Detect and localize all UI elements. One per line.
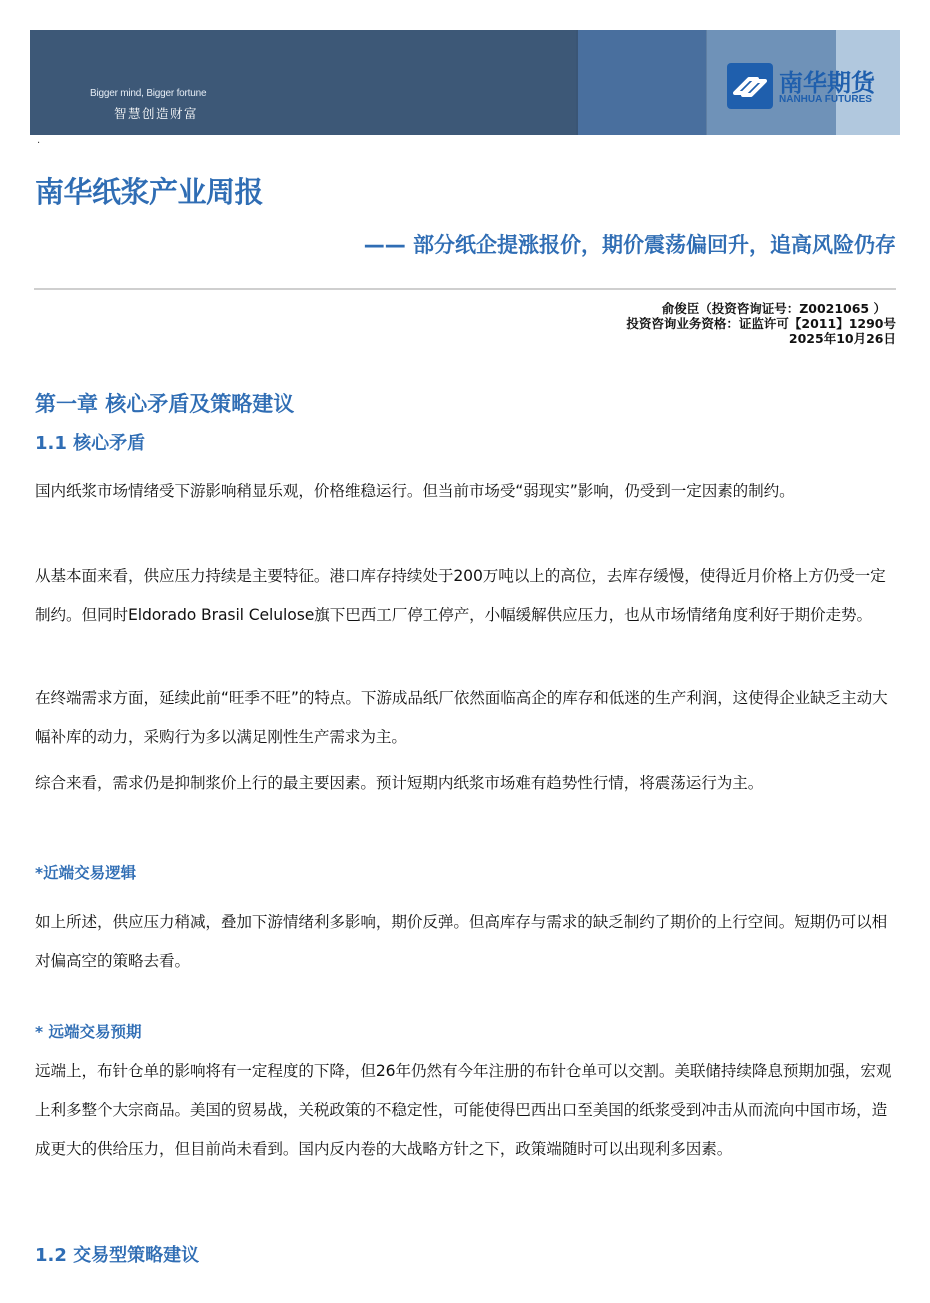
logo-english-name: NANHUA FUTURES	[779, 94, 872, 105]
logo-chinese-name: 南华期货	[779, 69, 875, 97]
slogan-english: Bigger mind, Bigger fortune	[90, 88, 207, 99]
banner-stripe	[576, 30, 708, 135]
report-subtitle: —— 部分纸企提涨报价，期价震荡偏回升，追高风险仍存	[363, 233, 896, 257]
paragraph: 在终端需求方面，延续此前“旺季不旺”的特点。下游成品纸厂依然面临高企的库存和低迷的生产利润，这使得企业缺乏主动大幅补库的动力，采购行为多以满足刚性生产需求为主。	[35, 689, 888, 746]
paragraph: 综合来看，需求仍是抑制浆价上行的最主要因素。预计短期内纸浆市场难有趋势性行情，将震荡运行为主。	[35, 774, 764, 792]
author-name: 俞俊臣（投资咨询证号：Z0021065 ）	[661, 301, 886, 316]
nanhua-logo-icon	[727, 63, 773, 109]
section-heading-1-2: 1.2 交易型策略建议	[35, 1245, 200, 1266]
near-term-heading: *近端交易逻辑	[35, 864, 137, 882]
author-license: 投资咨询业务资格：证监许可【2011】1290号	[626, 316, 896, 331]
paragraph: 远端上，布针仓单的影响将有一定程度的下降，但26年仍然有今年注册的布针仓单可以交割。美联储持续降息预期加强，宏观上利多整个大宗商品。美国的贸易战，关税政策的不稳定性，可能使得巴西出口至美国的纸浆受到冲击从而流向中国市场，造成更大的供给压力，但目前尚未看到。国内反内卷的大战略方针之下，政策端随时可以出现利多因素。	[35, 1062, 892, 1158]
paragraph: 从基本面来看，供应压力持续是主要特征。港口库存持续处于200万吨以上的高位，去库存缓慢，使得近月价格上方仍受一定制约。但同时Eldorado Brasil Celulose旗下巴西工厂停工停产，小幅缓解供应压力，也从市场情绪角度利好于期价走势。	[35, 567, 886, 624]
author-info	[626, 301, 896, 346]
chapter-heading: 第一章 核心矛盾及策略建议	[35, 392, 295, 416]
header-banner	[30, 30, 900, 135]
paragraph: 国内纸浆市场情绪受下游影响稍显乐观，价格维稳运行。但当前市场受“弱现实”影响，仍受到一定因素的制约。	[35, 482, 795, 500]
section-heading-1-1: 1.1 核心矛盾	[35, 433, 146, 454]
paragraph: 如上所述，供应压力稍减，叠加下游情绪利多影响，期价反弹。但高库存与需求的缺乏制约了期价的上行空间。短期仍可以相对偏高空的策略去看。	[35, 913, 888, 970]
title-divider	[34, 288, 896, 290]
stray-mark: ·	[37, 138, 41, 149]
report-title: 南华纸浆产业周报	[35, 175, 264, 209]
company-logo	[727, 63, 897, 113]
long-term-heading: * 远端交易预期	[35, 1023, 142, 1041]
report-date: 2025年10月26日	[788, 331, 896, 346]
slogan-chinese: 智慧创造财富	[114, 106, 199, 121]
